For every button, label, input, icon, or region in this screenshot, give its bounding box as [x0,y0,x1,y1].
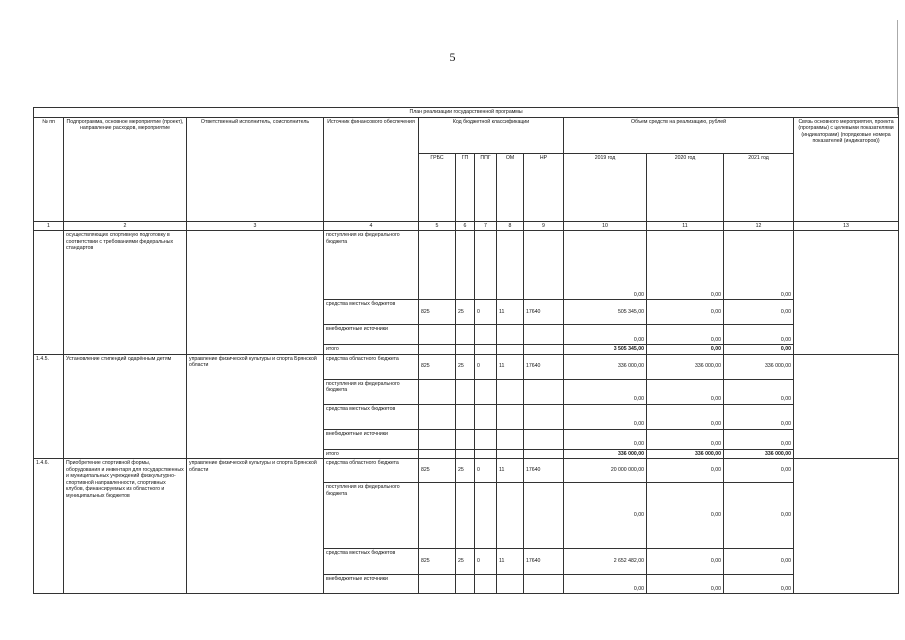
amount-2020: 0,00 [647,325,724,345]
code-om: 11 [497,354,524,379]
amount-2019: 0,00 [564,325,647,345]
amount-2021: 0,00 [724,549,794,575]
executor-cell: управление физической культуры и спорта Брянской области [187,459,324,594]
code-cell [524,575,564,594]
amount-2019: 2 652 482,00 [564,549,647,575]
amount-2019: 336 000,00 [564,354,647,379]
amount-2019: 0,00 [564,379,647,404]
code-cell [419,325,456,345]
code-cell [456,404,475,429]
source-label: поступления из федерального бюджета [324,379,419,404]
header-volume: Объем средств на реализацию, рублей [564,117,794,153]
code-cell [524,449,564,459]
code-cell [456,575,475,594]
source-label: средства местных бюджетов [324,549,419,575]
code-om: 11 [497,549,524,575]
header-source: Источник финансового обеспечения [324,117,419,221]
col-number: 5 [419,221,456,231]
col-number: 2 [64,221,187,231]
header-gp: ГП [456,153,475,221]
executor-cell [187,231,324,355]
header-grbs: ГРБС [419,153,456,221]
code-cell [497,345,524,355]
column-numbers-row [34,221,899,231]
row-num-cell [34,231,64,355]
indicator-link-cell [794,459,899,594]
row-num-cell: 1.4.6. [34,459,64,594]
code-cell [497,575,524,594]
code-cell [497,449,524,459]
measure-name: Установление стипендий одарённым детям [64,354,187,459]
total-2019: 3 505 345,00 [564,345,647,355]
amount-2019: 20 000 000,00 [564,459,647,483]
code-cell [456,429,475,449]
amount-2020: 0,00 [647,575,724,594]
code-cell [524,345,564,355]
col-number: 8 [497,221,524,231]
source-label: внебюджетные источники [324,575,419,594]
amount-2021: 0,00 [724,459,794,483]
code-cell [456,449,475,459]
code-cell [419,345,456,355]
amount-2020: 0,00 [647,379,724,404]
source-label: поступления из федерального бюджета [324,483,419,549]
code-cell [475,575,497,594]
code-cell [497,231,524,300]
source-label: средства местных бюджетов [324,404,419,429]
amount-2019: 0,00 [564,483,647,549]
code-grbs: 825 [419,549,456,575]
total-2020: 0,00 [647,345,724,355]
col-number: 3 [187,221,324,231]
col-number: 1 [34,221,64,231]
header-num: № пп [34,117,64,221]
code-ppg: 0 [475,354,497,379]
header-om: ОМ [497,153,524,221]
code-ppg: 0 [475,549,497,575]
total-2020: 336 000,00 [647,449,724,459]
table-row [34,459,899,483]
amount-2020: 0,00 [647,429,724,449]
code-cell [475,429,497,449]
code-ppg: 0 [475,459,497,483]
source-label: итого [324,345,419,355]
code-gp: 25 [456,459,475,483]
amount-2021: 0,00 [724,575,794,594]
header-nr: НР [524,153,564,221]
code-om: 11 [497,300,524,325]
code-cell [419,575,456,594]
code-cell [475,325,497,345]
code-ppg: 0 [475,300,497,325]
code-cell [456,345,475,355]
code-cell [456,231,475,300]
header-ppg: ППГ [475,153,497,221]
source-label: средства областного бюджета [324,354,419,379]
col-number: 9 [524,221,564,231]
code-cell [456,325,475,345]
page-number: 5 [449,50,456,64]
code-cell [419,231,456,300]
code-grbs: 825 [419,354,456,379]
amount-2021: 336 000,00 [724,354,794,379]
col-number: 11 [647,221,724,231]
table-row [34,354,899,379]
source-label: внебюджетные источники [324,325,419,345]
code-gp: 25 [456,300,475,325]
code-nr: 17640 [524,549,564,575]
col-number: 12 [724,221,794,231]
total-2021: 336 000,00 [724,449,794,459]
code-cell [419,379,456,404]
indicator-link-cell [794,231,899,355]
col-number: 13 [794,221,899,231]
amount-2020: 0,00 [647,231,724,300]
col-number: 4 [324,221,419,231]
executor-cell: управление физической культуры и спорта Брянской области [187,354,324,459]
code-cell [497,379,524,404]
amount-2020: 336 000,00 [647,354,724,379]
code-cell [524,325,564,345]
col-number: 6 [456,221,475,231]
total-2021: 0,00 [724,345,794,355]
code-grbs: 825 [419,459,456,483]
code-cell [475,379,497,404]
table-title: План реализации государственной программы [34,108,899,118]
amount-2020: 0,00 [647,459,724,483]
amount-2021: 0,00 [724,429,794,449]
amount-2021: 0,00 [724,404,794,429]
amount-2019: 0,00 [564,575,647,594]
code-cell [475,483,497,549]
code-cell [497,325,524,345]
total-2019: 336 000,00 [564,449,647,459]
amount-2021: 0,00 [724,379,794,404]
source-label: поступления из федерального бюджета [324,231,419,300]
code-cell [524,429,564,449]
code-om: 11 [497,459,524,483]
code-cell [497,404,524,429]
code-cell [497,429,524,449]
header-subprogram: Подпрограмма, основное мероприятие (проект), направление расходов, мероприятие [64,117,187,221]
code-cell [419,404,456,429]
code-cell [475,231,497,300]
header-2020: 2020 год [647,153,724,221]
amount-2019: 0,00 [564,429,647,449]
header-2019: 2019 год [564,153,647,221]
source-label: средства местных бюджетов [324,300,419,325]
header-executor: Ответственный исполнитель, соисполнитель [187,117,324,221]
code-cell [456,379,475,404]
measure-name: осуществляющих спортивную подготовку в соответствии с требованиями федеральных стандартов [64,231,187,355]
scan-edge-line [897,20,898,115]
source-label: средства областного бюджета [324,459,419,483]
table-row [34,231,899,300]
header-link: Связь основного мероприятия, проекта (программы) с целевыми показателями (индикаторами) (порядковые номера показателей (индикаторов)) [794,117,899,221]
code-cell [456,483,475,549]
amount-2019: 505 345,00 [564,300,647,325]
col-number: 10 [564,221,647,231]
amount-2021: 0,00 [724,300,794,325]
measure-name: Приобретение спортивной формы, оборудования и инвентаря для государственных и муниципальных учреждений физкультурно-спортивной направленности, спортивных клубов, финансируемых из областного и муниципальных бюджетов [64,459,187,594]
code-cell [497,483,524,549]
code-cell [524,379,564,404]
code-cell [524,404,564,429]
code-nr: 17640 [524,354,564,379]
header-2021: 2021 год [724,153,794,221]
code-cell [475,404,497,429]
code-gp: 25 [456,549,475,575]
code-cell [419,449,456,459]
source-label: итого [324,449,419,459]
code-cell [419,483,456,549]
code-cell [475,345,497,355]
code-cell [475,449,497,459]
code-grbs: 825 [419,300,456,325]
amount-2021: 0,00 [724,231,794,300]
program-plan-table [33,107,899,594]
indicator-link-cell [794,354,899,459]
amount-2019: 0,00 [564,404,647,429]
code-gp: 25 [456,354,475,379]
amount-2019: 0,00 [564,231,647,300]
code-nr: 17640 [524,459,564,483]
code-cell [524,483,564,549]
code-cell [419,429,456,449]
row-num-cell: 1.4.5. [34,354,64,459]
amount-2021: 0,00 [724,325,794,345]
code-cell [524,231,564,300]
amount-2020: 0,00 [647,404,724,429]
amount-2021: 0,00 [724,483,794,549]
amount-2020: 0,00 [647,483,724,549]
source-label: внебюджетные источники [324,429,419,449]
header-budget-code: Код бюджетной классификации [419,117,564,153]
code-nr: 17640 [524,300,564,325]
amount-2020: 0,00 [647,549,724,575]
col-number: 7 [475,221,497,231]
amount-2020: 0,00 [647,300,724,325]
